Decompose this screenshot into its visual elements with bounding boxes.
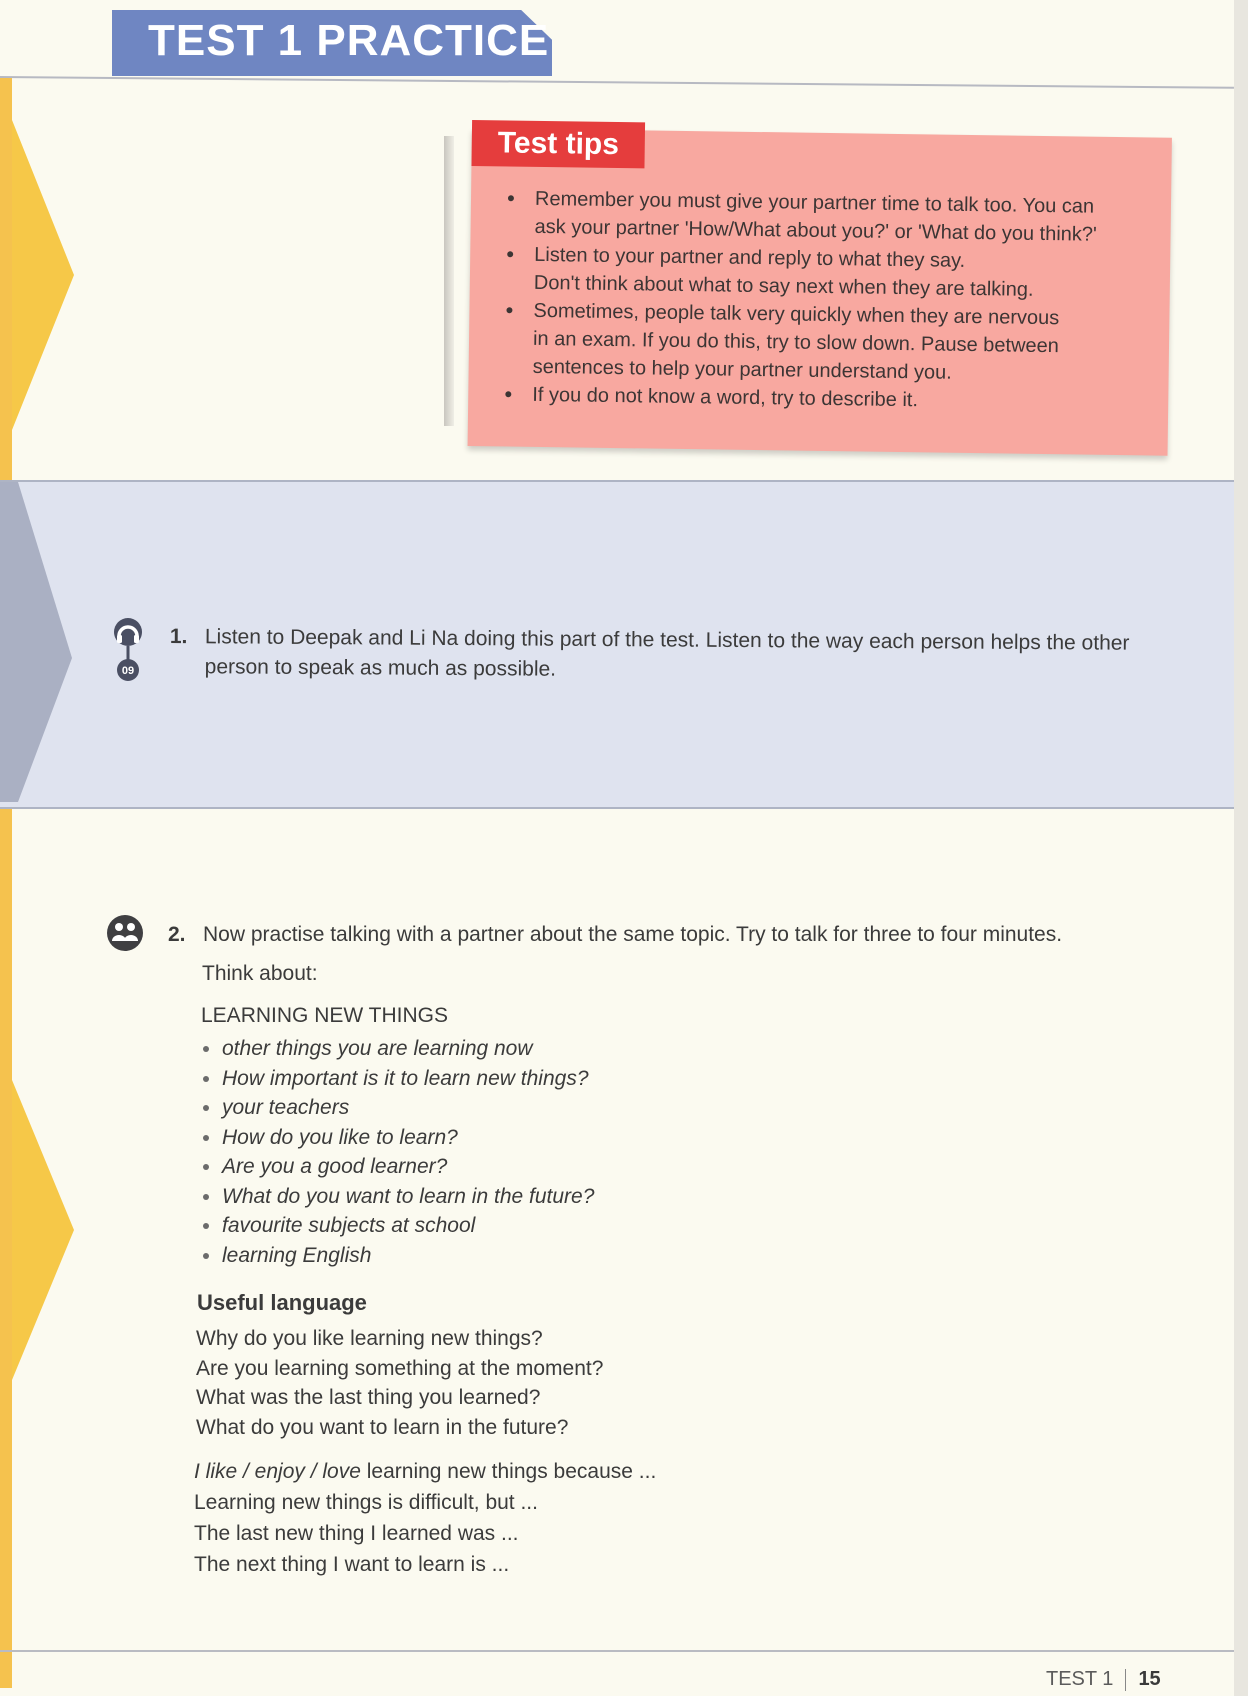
tip-item (498, 296, 1149, 389)
bullet-icon: • (504, 381, 513, 407)
useful-question: Are you learning something at the moment? (196, 1356, 604, 1380)
question-1 (170, 622, 1190, 689)
page-edge (1234, 0, 1248, 1696)
useful-language-heading: Useful language (197, 1290, 367, 1315)
tip-line: Listen to your partner and reply to what they say. (534, 243, 966, 272)
question-text (170, 622, 1190, 689)
tip-line: Remember you must give your partner time to talk too. You can (534, 187, 1095, 218)
topic-item: How important is it to learn new things? (200, 1064, 594, 1094)
headphones-audio-icon[interactable] (110, 616, 146, 688)
topic-item: other things you are learning now (200, 1034, 594, 1064)
topic-title: LEARNING NEW THINGS (201, 1004, 448, 1027)
useful-questions-list (196, 1324, 603, 1442)
test-tips-list (498, 184, 1151, 417)
pair-work-icon (106, 914, 144, 952)
question-line: person to speak as much as possible. (204, 655, 557, 681)
page-number: 15 (1138, 1668, 1161, 1690)
bullet-icon: • (506, 185, 516, 211)
useful-sentence: Learning new things is difficult, but ... (194, 1491, 538, 1514)
useful-question: What was the last thing you learned? (196, 1386, 541, 1409)
left-margin-stripe (0, 78, 12, 1688)
topic-item: Are you a good learner? (200, 1152, 594, 1182)
audio-track-number: 09 (121, 665, 135, 677)
question-2 (168, 920, 1208, 950)
useful-question: Why do you like learning new things? (196, 1327, 543, 1350)
tip-line: Sometimes, people talk very quickly when they are nervous (533, 299, 1060, 330)
footer-label: TEST 1 (1046, 1668, 1114, 1690)
tip-line: sentences to help your partner understand you. (532, 355, 952, 384)
topic-list (200, 1034, 594, 1270)
bullet-icon: • (505, 297, 514, 323)
question-number: 2. (168, 923, 186, 946)
test-tips-box (468, 128, 1172, 456)
bottom-rule (0, 1650, 1234, 1652)
think-about-label: Think about: (202, 962, 318, 985)
useful-sentence (194, 1456, 656, 1487)
question-line: Listen to Deepak and Li Na doing this part of the test. Listen to the way each person helps the other (204, 625, 1130, 655)
page-footer (1046, 1668, 1161, 1691)
tip-line: Don't think about what to say next when they are talking. (533, 271, 1034, 301)
tip-item (500, 240, 1151, 305)
topic-item: favourite subjects at school (200, 1211, 594, 1241)
question-text: Now practise talking with a partner about the same topic. Try to talk for three to four minutes. (203, 923, 1063, 946)
useful-question: What do you want to learn in the future? (196, 1415, 569, 1439)
topic-item: How do you like to learn? (200, 1123, 594, 1153)
topic-item: learning English (200, 1241, 594, 1271)
sentence-rest: learning new things because ... (360, 1460, 657, 1483)
useful-sentence: The next thing I want to learn is ... (194, 1553, 510, 1576)
test-tips-label: Test tips (471, 120, 645, 168)
footer-separator (1125, 1669, 1126, 1691)
tip-line: in an exam. If you do this, try to slow down. Pause between (532, 327, 1060, 358)
question-number: 1. (169, 624, 188, 649)
useful-sentences-list (194, 1456, 656, 1580)
tip-item (500, 184, 1151, 249)
tip-line: ask your partner 'How/What about you?' or 'What do you think?' (534, 215, 1097, 246)
sentence-italic-part: I like / enjoy / love (194, 1460, 361, 1483)
topic-item: What do you want to learn in the future? (200, 1182, 594, 1212)
page-title: TEST 1 PRACTICE (148, 16, 550, 65)
tip-line: If you do not know a word, try to describe it. (532, 383, 919, 412)
useful-sentence: The last new thing I learned was ... (194, 1522, 519, 1545)
tips-page-shadow (444, 136, 454, 426)
bullet-icon: • (506, 241, 515, 267)
topic-item: your teachers (200, 1093, 594, 1123)
